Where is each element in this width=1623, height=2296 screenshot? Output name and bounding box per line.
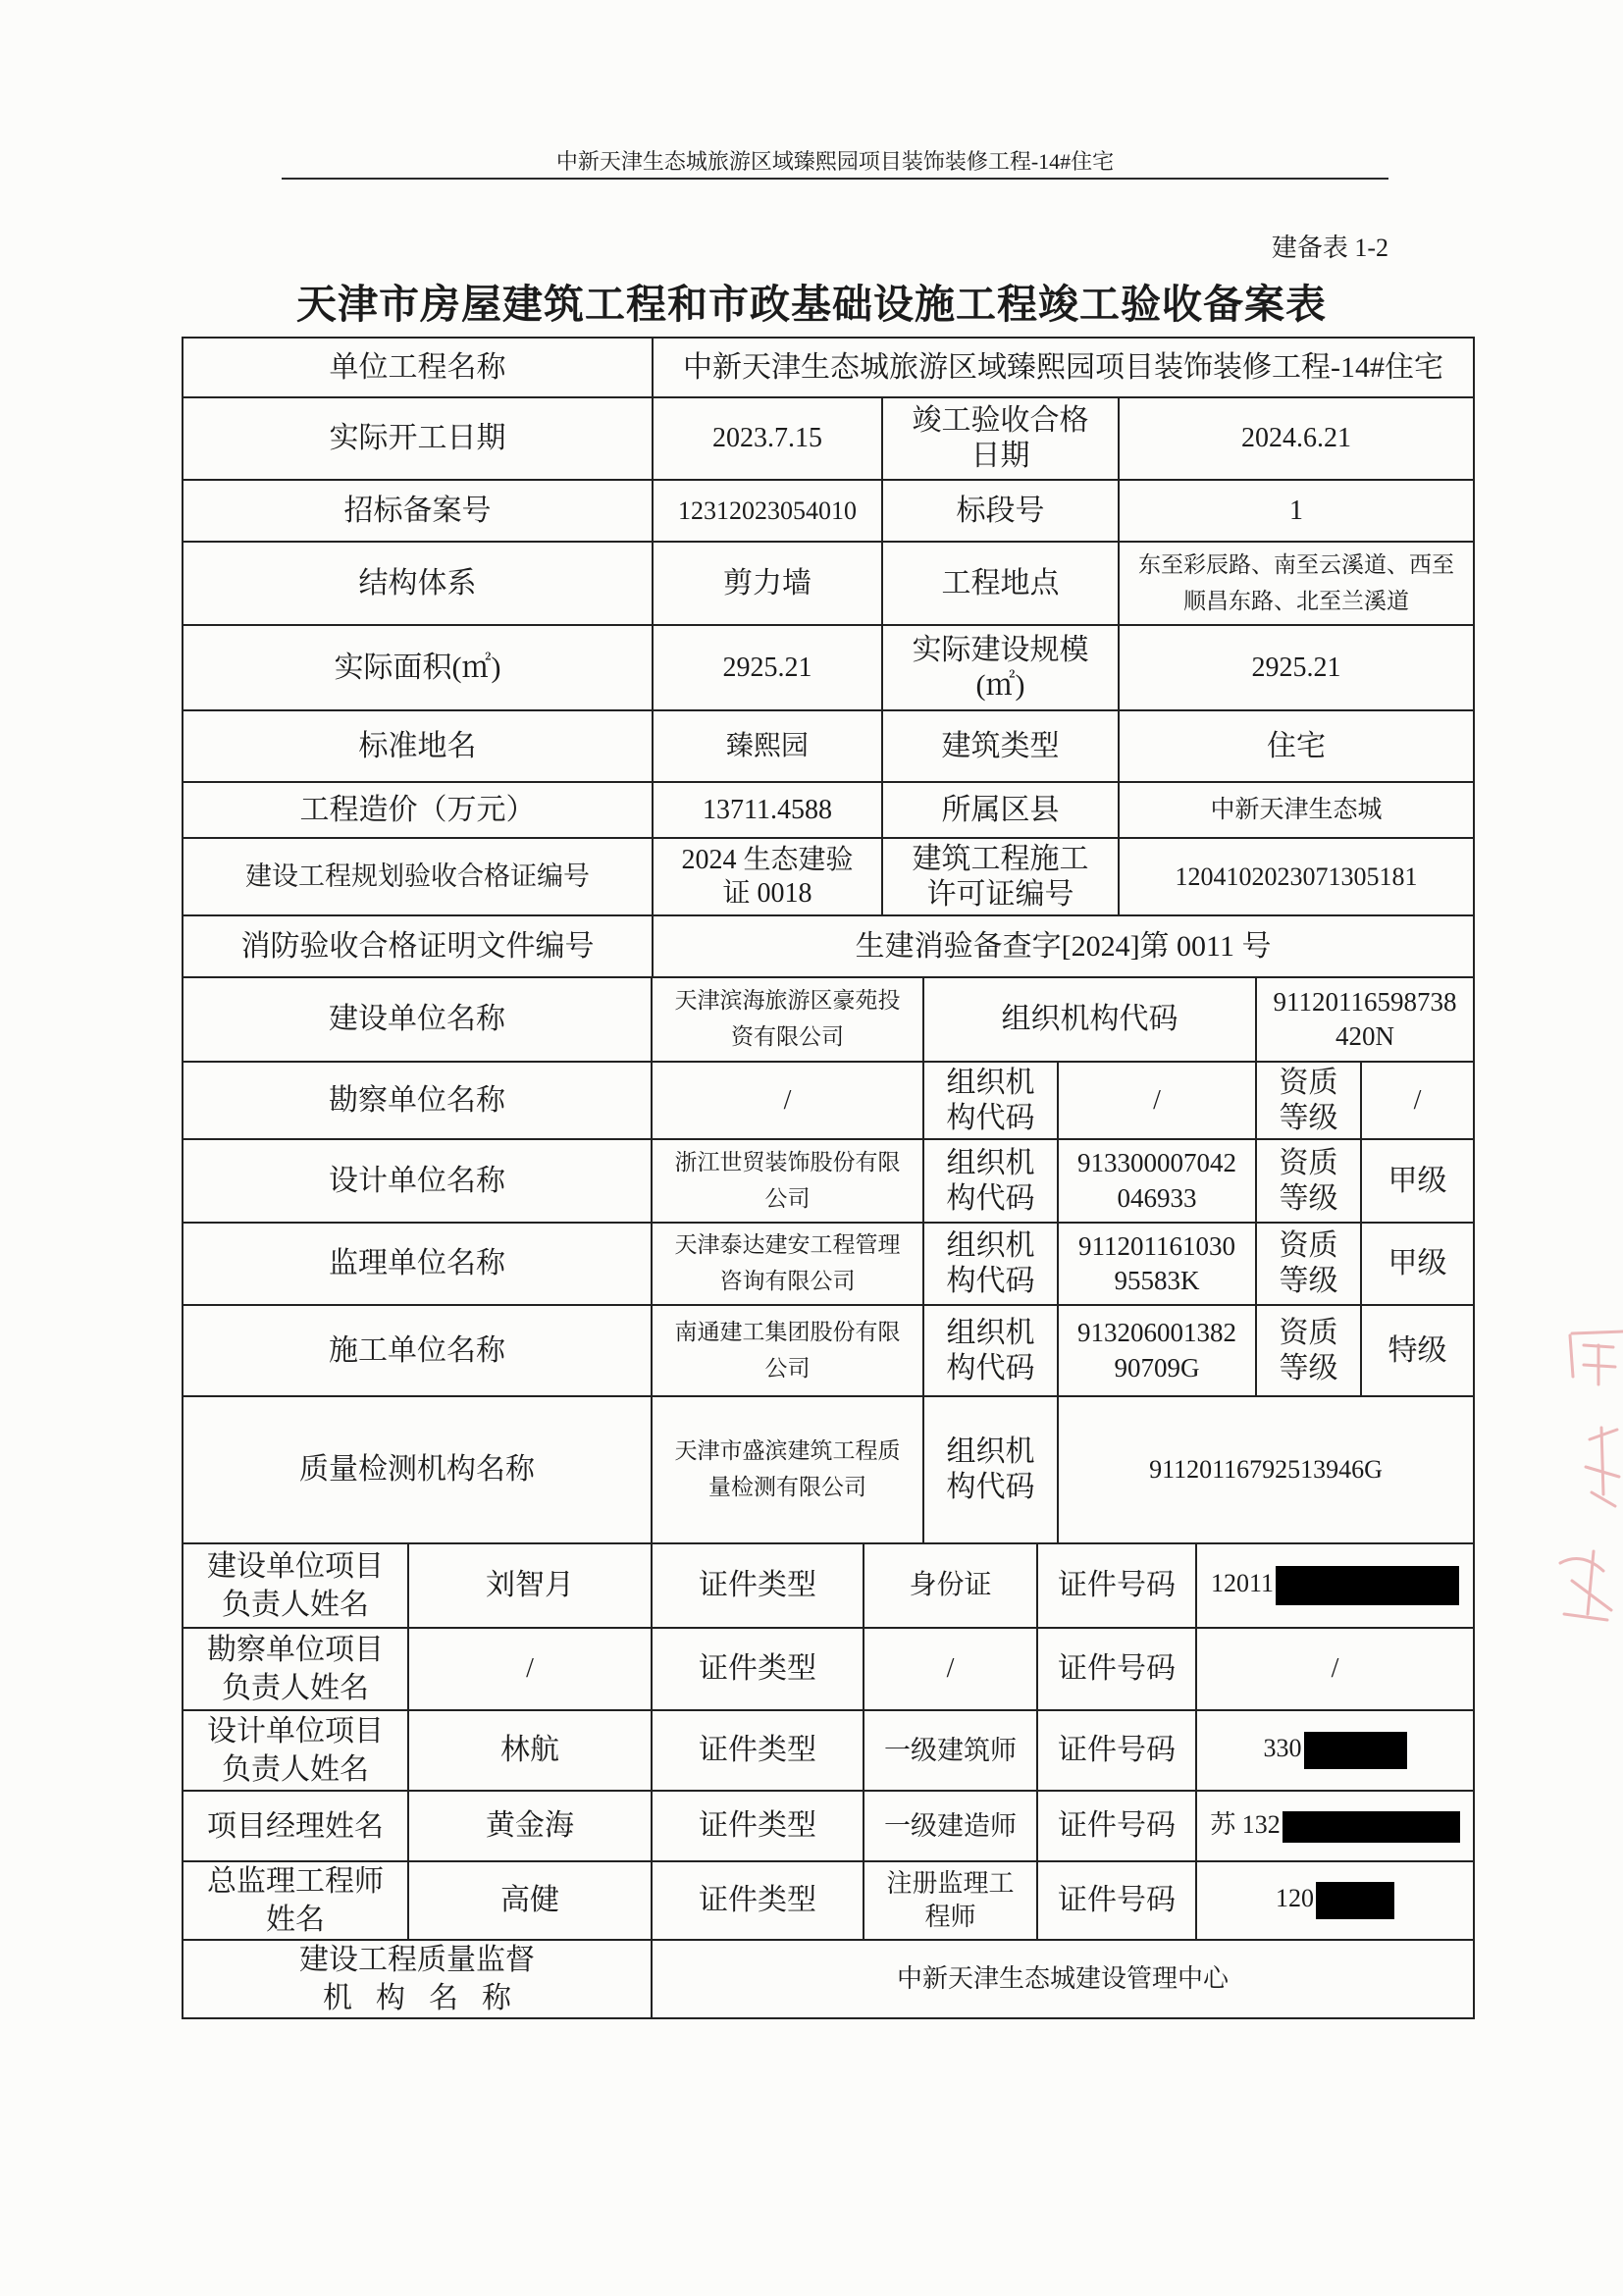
supervision-label-line1: 建设工程质量监督 xyxy=(299,1944,535,1976)
red-seal-fragment xyxy=(1543,1320,1623,1634)
location-label: 工程地点 xyxy=(882,542,1119,625)
section-no-value: 1 xyxy=(1119,480,1474,542)
person-name: 高健 xyxy=(408,1861,652,1940)
redaction-block xyxy=(1283,1811,1460,1843)
redaction-block xyxy=(1316,1882,1394,1919)
actual-scale-value: 2925.21 xyxy=(1119,625,1474,710)
units-table xyxy=(182,978,1475,1544)
structure-label: 结构体系 xyxy=(183,542,653,625)
cert-no-value: 330 xyxy=(1263,1733,1302,1762)
building-type-label: 建筑类型 xyxy=(882,710,1119,782)
project-name-label: 单位工程名称 xyxy=(183,338,653,397)
cert-no-cell xyxy=(1196,1544,1474,1628)
unit-name: 天津滨海旅游区豪苑投资有限公司 xyxy=(674,988,901,1049)
table-row xyxy=(183,1305,1474,1396)
qualification-label: 资质等级 xyxy=(1279,1146,1338,1215)
cost-value: 13711.4588 xyxy=(653,782,882,838)
unit-name: / xyxy=(652,1062,923,1139)
actual-scale-label: 实际建设规模(㎡) xyxy=(912,633,1089,702)
qualification-value: 特级 xyxy=(1361,1305,1474,1396)
person-name: 林航 xyxy=(408,1710,652,1791)
persons-table xyxy=(182,1544,1475,2019)
org-code-value: / xyxy=(1058,1062,1256,1139)
planning-cert-value: 2024 生态建验证 0018 xyxy=(681,844,854,909)
person-role-label: 勘察单位项目负责人姓名 xyxy=(207,1634,384,1704)
org-code-label: 组织机构代码 xyxy=(923,978,1256,1062)
unit-label: 勘察单位名称 xyxy=(183,1062,652,1139)
table-row xyxy=(183,1861,1474,1940)
cert-type-label: 证件类型 xyxy=(652,1791,864,1861)
project-info-table xyxy=(182,337,1475,978)
filing-form xyxy=(182,337,1473,2019)
cert-no-cell xyxy=(1196,1791,1474,1861)
supervision-value: 中新天津生态城建设管理中心 xyxy=(652,1940,1474,2018)
cert-type-label: 证件类型 xyxy=(652,1544,864,1628)
org-code-value: 91120116103095583K xyxy=(1078,1230,1235,1295)
cert-no-value: 120 xyxy=(1276,1883,1314,1912)
table-row xyxy=(183,1139,1474,1223)
standard-place-label: 标准地名 xyxy=(183,710,653,782)
cost-label: 工程造价（万元） xyxy=(183,782,653,838)
unit-name: 天津泰达建安工程管理咨询有限公司 xyxy=(674,1232,901,1293)
cert-type-value: / xyxy=(946,1653,955,1685)
table-row xyxy=(183,542,1474,625)
location-value: 东至彩辰路、南至云溪道、西至顺昌东路、北至兰溪道 xyxy=(1138,551,1454,613)
table-row xyxy=(183,915,1474,977)
unit-name: 浙江世贸装饰股份有限公司 xyxy=(674,1149,901,1211)
cert-type-value: 一级建筑师 xyxy=(884,1735,1017,1765)
supervision-label xyxy=(183,1940,652,2018)
cert-type-value: 一级建造师 xyxy=(884,1810,1017,1841)
table-row xyxy=(183,397,1474,480)
building-type-value: 住宅 xyxy=(1119,710,1474,782)
cert-type-value: 身份证 xyxy=(909,1570,992,1601)
qualification-value: 甲级 xyxy=(1361,1139,1474,1223)
org-code-label: 组织机构代码 xyxy=(946,1146,1035,1215)
person-role-label: 设计单位项目负责人姓名 xyxy=(207,1715,384,1786)
redaction-block xyxy=(1276,1566,1459,1605)
org-code-value: 913300007042046933 xyxy=(1077,1148,1236,1213)
table-row xyxy=(183,838,1474,915)
unit-label: 建设单位名称 xyxy=(183,978,652,1062)
cert-no-value: / xyxy=(1196,1628,1474,1710)
org-code-label: 组织机构代码 xyxy=(946,1316,1035,1384)
planning-cert-label: 建设工程规划验收合格证编号 xyxy=(183,838,653,915)
person-name: 刘智月 xyxy=(408,1544,652,1628)
unit-label: 监理单位名称 xyxy=(183,1223,652,1305)
table-row xyxy=(183,1710,1474,1791)
supervision-label-line2: 机 构 名 称 xyxy=(323,1982,511,2014)
table-row xyxy=(183,338,1474,397)
bid-record-value: 12312023054010 xyxy=(653,480,882,542)
start-date-label: 实际开工日期 xyxy=(183,397,653,480)
district-value: 中新天津生态城 xyxy=(1119,782,1474,838)
table-row xyxy=(183,625,1474,710)
org-code-value: 91320600138290709G xyxy=(1077,1318,1236,1383)
qualification-label: 资质等级 xyxy=(1279,1229,1338,1297)
cert-type-label: 证件类型 xyxy=(652,1628,864,1710)
qualification-label: 资质等级 xyxy=(1279,1066,1338,1134)
cert-no-cell xyxy=(1196,1710,1474,1791)
project-name-value: 中新天津生态城旅游区域臻熙园项目装饰装修工程-14#住宅 xyxy=(653,338,1474,397)
standard-place-value: 臻熙园 xyxy=(653,710,882,782)
table-row xyxy=(183,1791,1474,1861)
cert-no-label: 证件号码 xyxy=(1037,1861,1196,1940)
form-code: 建备表 1-2 xyxy=(1271,234,1388,262)
bid-record-label: 招标备案号 xyxy=(183,480,653,542)
table-row xyxy=(183,710,1474,782)
cert-no-cell xyxy=(1196,1861,1474,1940)
qualification-value: / xyxy=(1361,1062,1474,1139)
person-role-label: 总监理工程师姓名 xyxy=(207,1865,384,1936)
acceptance-date-value: 2024.6.21 xyxy=(1119,397,1474,480)
cert-no-label: 证件号码 xyxy=(1037,1791,1196,1861)
person-name: 黄金海 xyxy=(408,1791,652,1861)
district-label: 所属区县 xyxy=(882,782,1119,838)
table-row xyxy=(183,782,1474,838)
cert-no-label: 证件号码 xyxy=(1037,1544,1196,1628)
construction-permit-label: 建筑工程施工许可证编号 xyxy=(912,842,1089,911)
table-row xyxy=(183,1223,1474,1305)
actual-area-value: 2925.21 xyxy=(653,625,882,710)
fire-cert-label: 消防验收合格证明文件编号 xyxy=(183,915,653,977)
structure-value: 剪力墙 xyxy=(653,542,882,625)
org-code-label: 组织机构代码 xyxy=(946,1229,1035,1297)
form-title: 天津市房屋建筑工程和市政基础设施工程竣工验收备案表 xyxy=(296,282,1327,327)
construction-permit-value: 1204102023071305181 xyxy=(1119,838,1474,915)
cert-no-value: 12011 xyxy=(1210,1568,1275,1597)
unit-name: 南通建工集团股份有限公司 xyxy=(674,1319,901,1381)
table-row xyxy=(183,1940,1474,2018)
qualification-value: 甲级 xyxy=(1361,1223,1474,1305)
cert-no-label: 证件号码 xyxy=(1037,1710,1196,1791)
cert-type-label: 证件类型 xyxy=(652,1861,864,1940)
unit-label: 设计单位名称 xyxy=(183,1139,652,1223)
cert-type-label: 证件类型 xyxy=(652,1710,864,1791)
unit-label: 质量检测机构名称 xyxy=(183,1396,652,1543)
section-no-label: 标段号 xyxy=(882,480,1119,542)
person-role-label: 建设单位项目负责人姓名 xyxy=(207,1550,384,1621)
cert-type-value: 注册监理工程师 xyxy=(886,1869,1015,1931)
table-row xyxy=(183,1062,1474,1139)
org-code-value: 91120116792513946G xyxy=(1058,1396,1474,1543)
running-header: 中新天津生态城旅游区域臻熙园项目装饰装修工程-14#住宅 xyxy=(555,149,1115,174)
cert-no-label: 证件号码 xyxy=(1037,1628,1196,1710)
person-name: / xyxy=(408,1628,652,1710)
org-code-value: 91120116598738420N xyxy=(1273,986,1457,1051)
unit-name: 天津市盛滨建筑工程质量检测有限公司 xyxy=(674,1438,901,1499)
start-date-value: 2023.7.15 xyxy=(653,397,882,480)
header-rule xyxy=(282,178,1388,180)
qualification-label: 资质等级 xyxy=(1279,1316,1338,1384)
table-row xyxy=(183,978,1474,1062)
table-row xyxy=(183,1544,1474,1628)
actual-area-label: 实际面积(㎡) xyxy=(183,625,653,710)
fire-cert-value: 生建消验备查字[2024]第 0011 号 xyxy=(653,915,1474,977)
person-role-label: 项目经理姓名 xyxy=(207,1809,384,1843)
org-code-label: 组织机构代码 xyxy=(946,1435,1035,1503)
cert-no-value: 苏 132 xyxy=(1210,1809,1281,1839)
acceptance-date-label: 竣工验收合格日期 xyxy=(912,404,1089,472)
table-row xyxy=(183,1396,1474,1543)
redaction-block xyxy=(1304,1732,1407,1769)
table-row xyxy=(183,480,1474,542)
org-code-label: 组织机构代码 xyxy=(946,1066,1035,1134)
table-row xyxy=(183,1628,1474,1710)
unit-label: 施工单位名称 xyxy=(183,1305,652,1396)
